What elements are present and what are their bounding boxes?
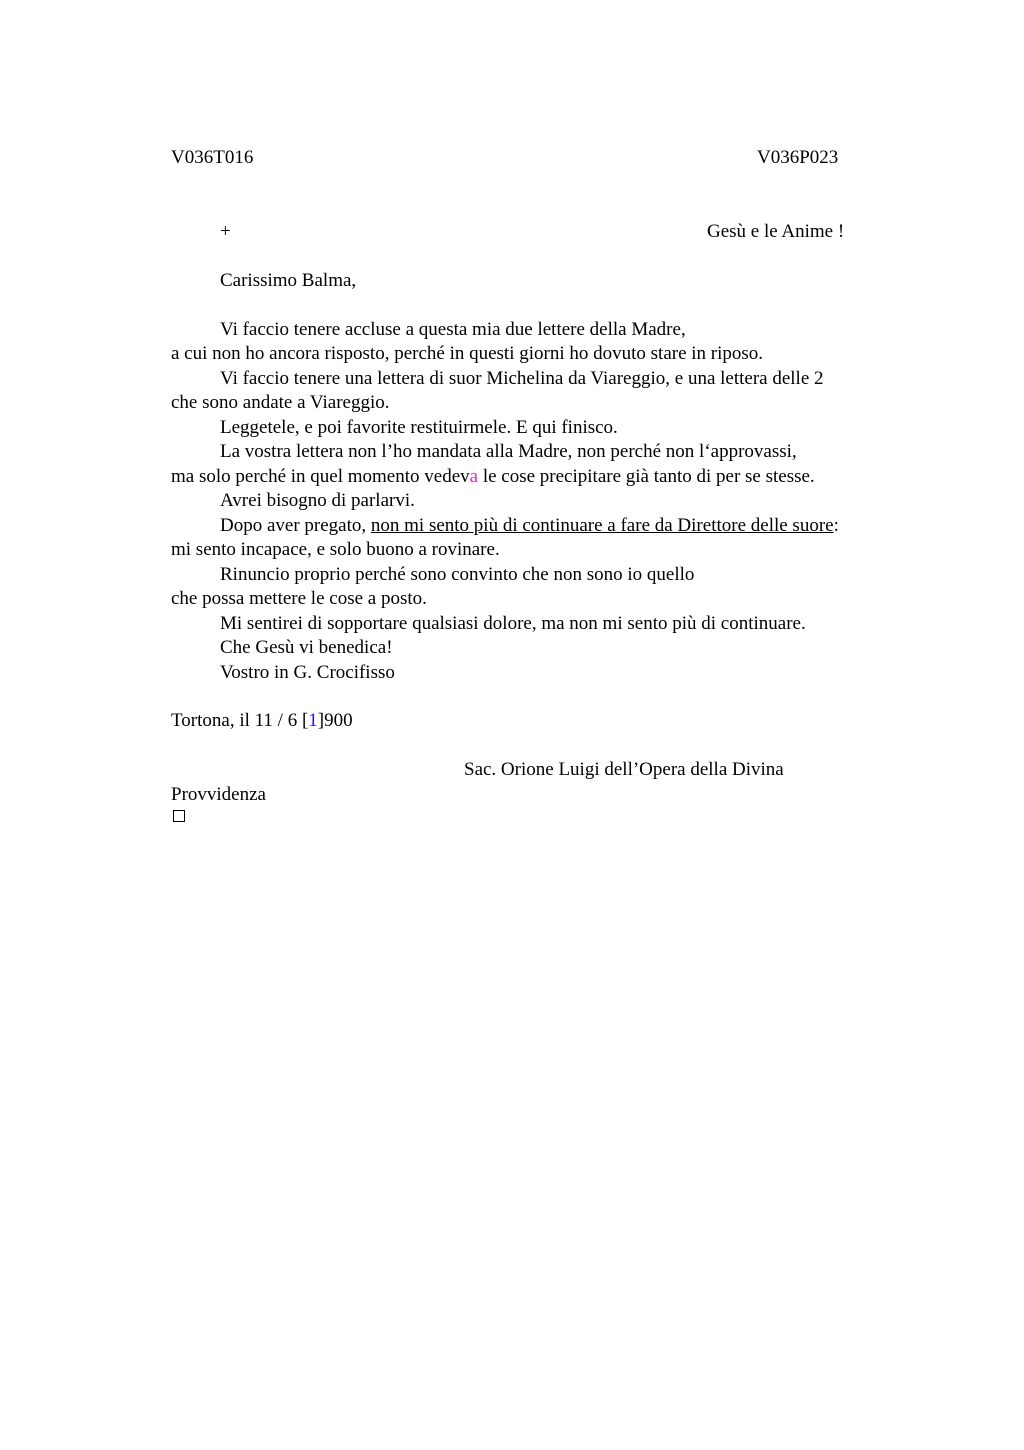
cross-mark: +	[220, 221, 231, 242]
body-line: Rinuncio proprio perché sono convinto che non sono io quello	[220, 564, 695, 585]
underlined-text: non mi sento più di continuare a fare da Direttore delle suore	[370, 515, 834, 536]
body-line	[171, 465, 815, 489]
body-line: Vi faccio tenere accluse a questa mia due lettere della Madre,	[220, 319, 686, 340]
body-line: Leggetele, e poi favorite restituirmele. E qui finisco.	[220, 417, 618, 438]
body-line: mi sento incapace, e solo buono a rovinare.	[171, 539, 500, 560]
empty-box-icon	[173, 810, 185, 822]
line-text: Dopo aver pregato,	[220, 515, 371, 536]
signature-line: Sac. Orione Luigi dell’Opera della Divina	[464, 759, 784, 780]
line-text: :	[833, 515, 839, 536]
inserted-digit: 1	[308, 710, 318, 731]
line-text: le cose precipitare già tanto di per se stesse.	[478, 466, 815, 487]
line-text: ma solo perché in quel momento vedev	[171, 466, 470, 487]
closing-line: Vostro in G. Crocifisso	[220, 662, 395, 683]
body-line: Che Gesù vi benedica!	[220, 637, 393, 658]
document-code-right: V036P023	[757, 147, 839, 168]
body-line: Avrei bisogno di parlarvi.	[220, 490, 415, 511]
signature-line: Provvidenza	[171, 784, 266, 805]
salutation: Carissimo Balma,	[220, 270, 357, 291]
document-code-left: V036T016	[171, 147, 254, 168]
body-line: che sono andate a Viareggio.	[171, 392, 390, 413]
date-text: ]900	[317, 710, 353, 731]
body-line: Mi sentirei di sopportare qualsiasi dolore, ma non mi sento più di continuare.	[220, 613, 806, 634]
date-text: Tortona, il 11 / 6 [	[171, 710, 309, 731]
date-line	[171, 709, 353, 733]
motto: Gesù e le Anime !	[707, 221, 845, 242]
body-line: che possa mettere le cose a posto.	[171, 588, 427, 609]
body-line: Vi faccio tenere una lettera di suor Michelina da Viareggio, e una lettera delle 2	[220, 368, 824, 389]
body-line: a cui non ho ancora risposto, perché in questi giorni ho dovuto stare in riposo.	[171, 343, 764, 364]
inserted-letter: a	[469, 466, 479, 487]
body-line	[220, 514, 839, 538]
body-line: La vostra lettera non l’ho mandata alla Madre, non perché non l‘approvassi,	[220, 441, 797, 462]
